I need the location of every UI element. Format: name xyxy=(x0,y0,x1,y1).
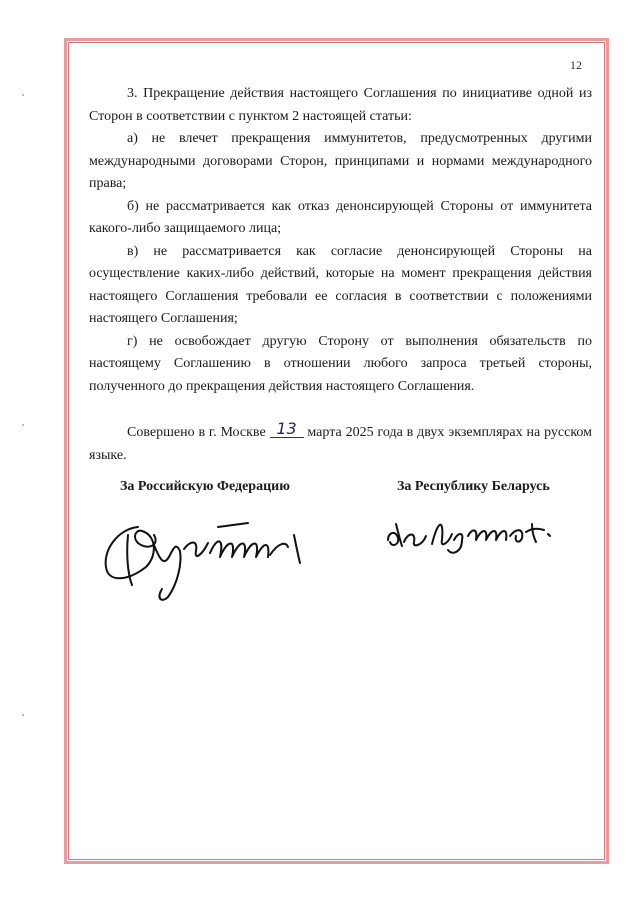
signatory-block xyxy=(89,479,592,503)
signed-day: 13 xyxy=(270,421,304,438)
paragraph-v: в) не рассматривается как согласие денонсирующей Стороны на осуществление каких-либо действий, которые на момент прекращения действия настоящего Соглашения требовали ее согласия в соответствии с положениями настоящего Соглашения; xyxy=(89,243,592,326)
paragraph-a: а) не влечет прекращения иммунитетов, предусмотренных другими международными договорами Сторон, принципами и нормами международного права; xyxy=(89,131,592,191)
signature-right-icon xyxy=(382,510,592,560)
signed-prefix: Совершено в г. Москве xyxy=(127,425,266,440)
signature-left-icon xyxy=(98,505,328,605)
party-russia: За Российскую Федерацию xyxy=(120,479,290,494)
signed-clause xyxy=(89,419,593,467)
scan-speck xyxy=(22,94,24,96)
signed-suffix: марта 2025 года в двух экземплярах на русском языке. xyxy=(89,425,593,463)
paragraph-b: б) не рассматривается как отказ денонсирующей Стороны от иммунитета какого-либо защищаемого лица; xyxy=(89,198,592,236)
party-belarus: За Республику Беларусь xyxy=(397,479,550,494)
scan-speck xyxy=(22,424,24,426)
paragraph-3: 3. Прекращение действия настоящего Соглашения по инициативе одной из Сторон в соответствии с пунктом 2 настоящей статьи: xyxy=(89,86,592,124)
document-body xyxy=(89,83,592,467)
paragraph-g: г) не освобождает другую Сторону от выполнения обязательств по настоящему Соглашению в отношении любого запроса третьей стороны, полученного до прекращения действия настоящего Соглашения. xyxy=(89,333,592,394)
scan-speck xyxy=(22,714,24,716)
page-number: 12 xyxy=(570,58,582,72)
